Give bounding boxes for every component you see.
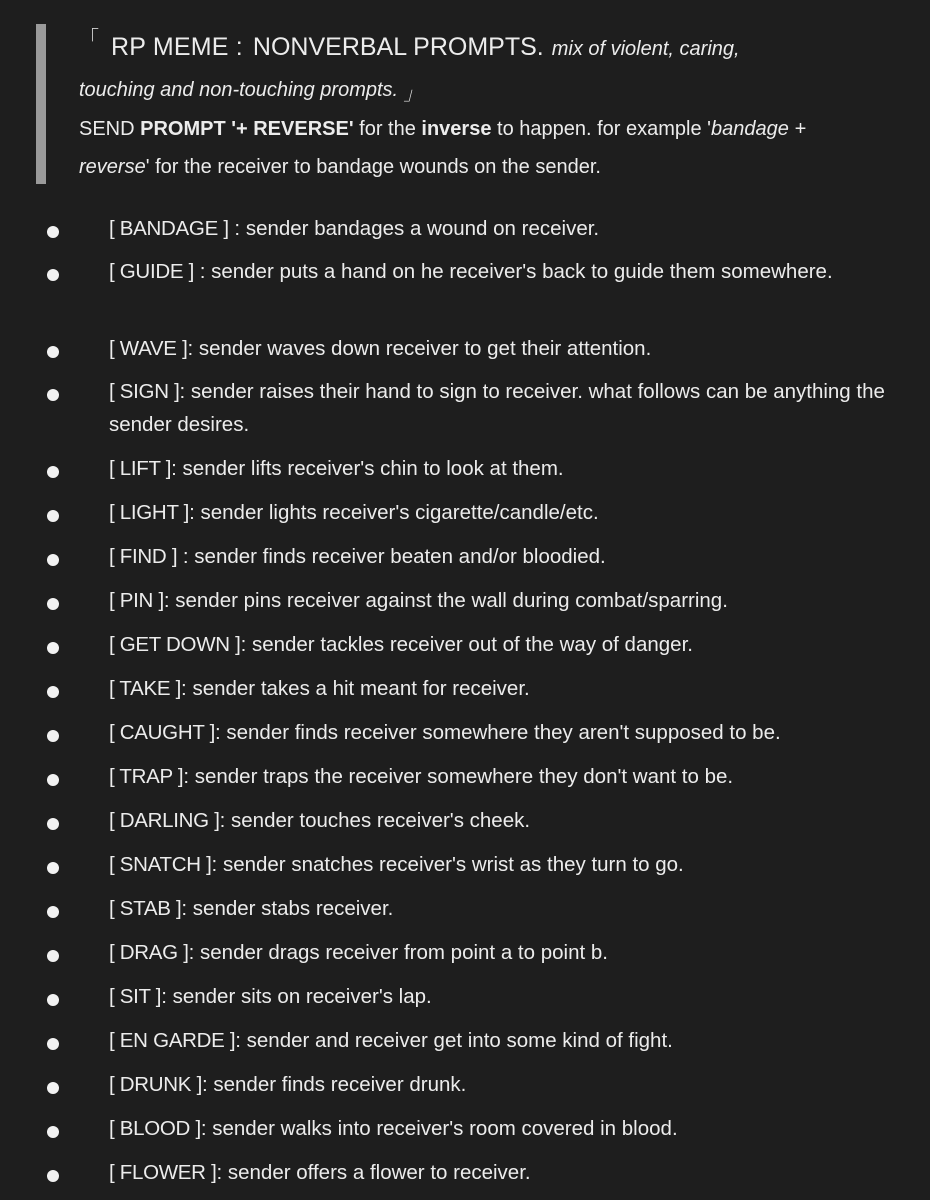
prompt-description: : sender tackles receiver out of the way of danger. bbox=[240, 633, 693, 656]
bullet-icon bbox=[47, 686, 59, 698]
list-item-text bbox=[109, 936, 889, 969]
bullet-icon bbox=[47, 389, 59, 401]
description-line2: touching and non-touching prompts. bbox=[79, 79, 399, 101]
instructions-line1 bbox=[79, 110, 909, 148]
prompt-tag: [ EN GARDE ] bbox=[109, 1029, 236, 1052]
close-bracket: 」 bbox=[403, 84, 422, 104]
list-item-text bbox=[109, 848, 889, 881]
prompt-description: : sender stabs receiver. bbox=[181, 897, 394, 920]
list-item-text bbox=[109, 584, 889, 617]
quote-bar bbox=[36, 24, 46, 184]
list-item-text bbox=[109, 628, 889, 661]
prompt-tag: [ LIFT ] bbox=[109, 457, 172, 480]
prompt-tag: [ FIND ] bbox=[109, 545, 178, 568]
instr-send: SEND bbox=[79, 118, 141, 140]
instr-example-end: ' for the receiver to bandage wounds on the sender. bbox=[145, 156, 601, 178]
list-item-text bbox=[109, 892, 889, 925]
bullet-icon bbox=[47, 510, 59, 522]
prompt-tag: [ GET DOWN ] bbox=[109, 633, 241, 656]
prompt-description: : sender and receiver get into some kind of fight. bbox=[235, 1029, 673, 1052]
prompt-description: : sender finds receiver somewhere they aren't supposed to be. bbox=[214, 721, 781, 744]
prompt-tag: [ GUIDE ] bbox=[109, 260, 195, 283]
prompt-description: : sender bandages a wound on receiver. bbox=[228, 217, 600, 240]
list-item-text bbox=[109, 452, 889, 485]
bullet-icon bbox=[47, 950, 59, 962]
instr-reverse: reverse bbox=[79, 156, 146, 178]
prompt-description: : sender pins receiver against the wall during combat/sparring. bbox=[163, 589, 728, 612]
list-item-text bbox=[109, 540, 889, 573]
prompt-description: : sender raises their hand to sign to receiver. what follows can be anything the sender desires. bbox=[109, 380, 885, 436]
list-item-text bbox=[109, 1156, 889, 1189]
prompt-tag: [ STAB ] bbox=[109, 897, 182, 920]
list-item-text bbox=[109, 332, 889, 365]
bullet-icon bbox=[47, 994, 59, 1006]
list-item-text bbox=[109, 804, 889, 837]
prompt-description: : sender takes a hit meant for receiver. bbox=[181, 677, 530, 700]
bullet-icon bbox=[47, 774, 59, 786]
instr-inverse: inverse bbox=[421, 118, 492, 140]
list-item-text bbox=[109, 375, 889, 441]
bullet-icon bbox=[47, 269, 59, 281]
prompt-description: : sender touches receiver's cheek. bbox=[219, 809, 531, 832]
header-blockquote bbox=[36, 24, 916, 184]
prompt-description: : sender walks into receiver's room covered in blood. bbox=[200, 1117, 678, 1140]
prompt-tag: [ WAVE ] bbox=[109, 337, 188, 360]
list-item-text bbox=[109, 255, 889, 288]
list-item-text bbox=[109, 980, 889, 1013]
prompt-tag: [ SNATCH ] bbox=[109, 853, 212, 876]
description-line1: mix of violent, caring, bbox=[551, 38, 740, 60]
list-item-text bbox=[109, 1112, 889, 1145]
bullet-icon bbox=[47, 642, 59, 654]
instr-for-the: for the bbox=[353, 118, 422, 140]
prompt-tag: [ PIN ] bbox=[109, 589, 164, 612]
list-item-text bbox=[109, 1068, 889, 1101]
prompt-description: : sender lifts receiver's chin to look at them. bbox=[171, 457, 564, 480]
prompt-description: : sender sits on receiver's lap. bbox=[161, 985, 432, 1008]
prompt-description: : sender traps the receiver somewhere they don't want to be. bbox=[183, 765, 734, 788]
prompt-description: : sender snatches receiver's wrist as they turn to go. bbox=[211, 853, 684, 876]
prompt-tag: [ FLOWER ] bbox=[109, 1161, 217, 1184]
prompt-tag: [ LIGHT ] bbox=[109, 501, 190, 524]
prompt-tag: [ SIGN ] bbox=[109, 380, 180, 403]
prompt-tag: [ SIT ] bbox=[109, 985, 162, 1008]
bullet-icon bbox=[47, 554, 59, 566]
instr-bandage-plus: bandage + bbox=[710, 118, 807, 140]
title-part1: RP MEME : bbox=[111, 33, 243, 61]
list-item-text bbox=[109, 1024, 889, 1057]
list-item-text bbox=[109, 496, 889, 529]
instructions-line2 bbox=[79, 148, 909, 186]
bullet-icon bbox=[47, 862, 59, 874]
bullet-icon bbox=[47, 730, 59, 742]
title-part2: NONVERBAL PROMPTS. bbox=[252, 33, 544, 61]
prompt-description: : sender offers a flower to receiver. bbox=[216, 1161, 531, 1184]
prompt-tag: [ BANDAGE ] bbox=[109, 217, 229, 240]
prompt-tag: [ TAKE ] bbox=[109, 677, 182, 700]
prompt-tag: [ BLOOD ] bbox=[109, 1117, 201, 1140]
bullet-icon bbox=[47, 1170, 59, 1182]
prompt-description: : sender finds receiver beaten and/or bloodied. bbox=[177, 545, 606, 568]
bullet-icon bbox=[47, 346, 59, 358]
bullet-icon bbox=[47, 1126, 59, 1138]
bullet-icon bbox=[47, 598, 59, 610]
list-item-text bbox=[109, 760, 889, 793]
prompt-tag: [ DARLING ] bbox=[109, 809, 220, 832]
prompt-description: : sender waves down receiver to get their attention. bbox=[187, 337, 652, 360]
prompt-tag: [ DRUNK ] bbox=[109, 1073, 202, 1096]
prompt-description: : sender finds receiver drunk. bbox=[201, 1073, 467, 1096]
open-bracket: 「 bbox=[79, 28, 99, 50]
prompt-description: : sender puts a hand on he receiver's back to guide them somewhere. bbox=[194, 260, 833, 283]
header-text bbox=[79, 24, 909, 186]
bullet-icon bbox=[47, 1082, 59, 1094]
list-item-text bbox=[109, 212, 889, 245]
prompt-description: : sender drags receiver from point a to point b. bbox=[188, 941, 608, 964]
prompt-tag: [ CAUGHT ] bbox=[109, 721, 215, 744]
bullet-icon bbox=[47, 466, 59, 478]
list-item-text bbox=[109, 672, 889, 705]
instr-prompt-reverse: PROMPT '+ REVERSE' bbox=[140, 118, 354, 140]
bullet-icon bbox=[47, 226, 59, 238]
prompt-tag: [ TRAP ] bbox=[109, 765, 184, 788]
bullet-icon bbox=[47, 818, 59, 830]
prompt-tag: [ DRAG ] bbox=[109, 941, 189, 964]
instr-to-happen: to happen. for example ' bbox=[491, 118, 711, 140]
bullet-icon bbox=[47, 1038, 59, 1050]
list-item-text bbox=[109, 716, 889, 749]
bullet-icon bbox=[47, 906, 59, 918]
prompt-description: : sender lights receiver's cigarette/candle/etc. bbox=[189, 501, 599, 524]
